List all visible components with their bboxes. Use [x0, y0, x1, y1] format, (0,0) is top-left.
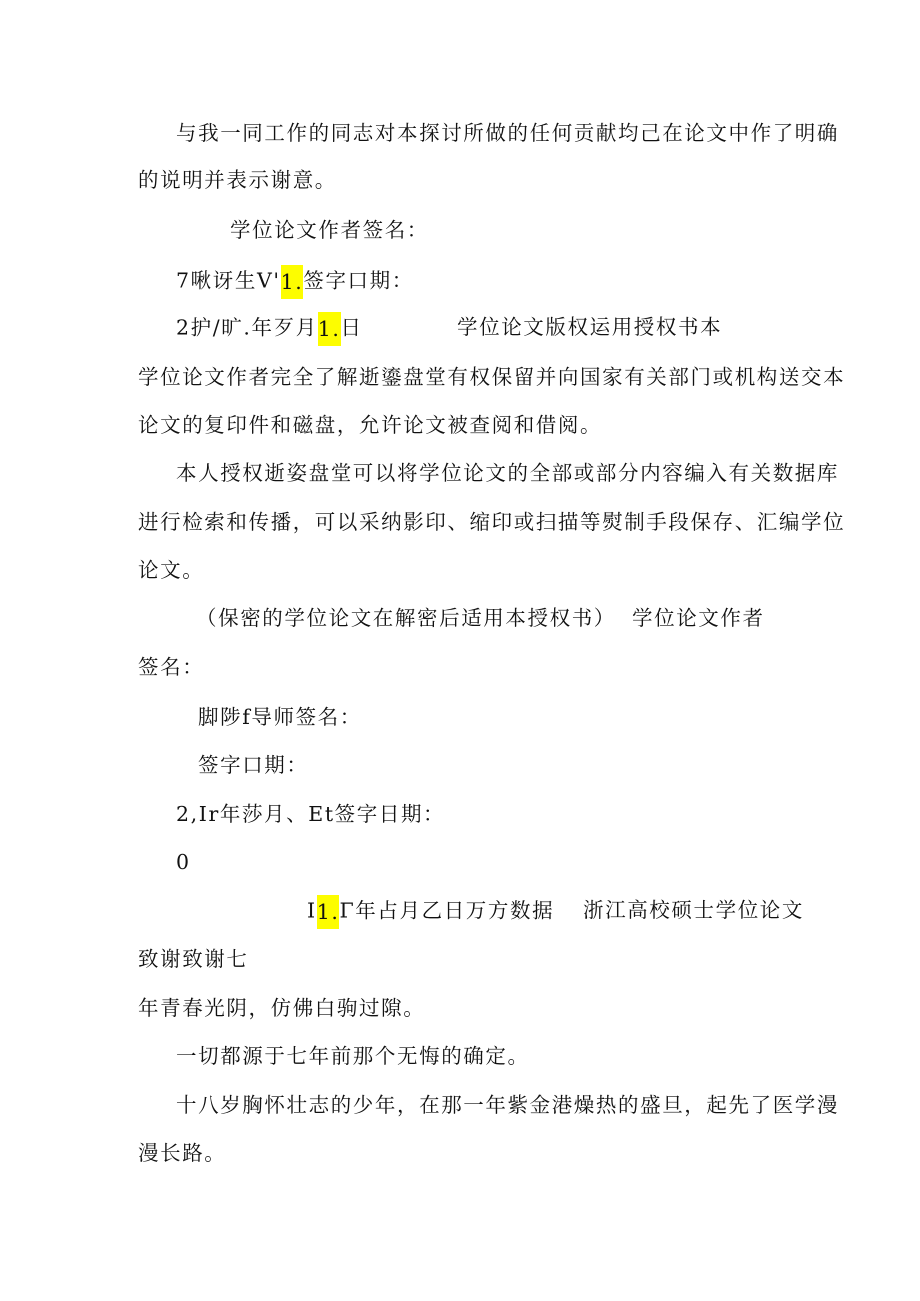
- thesis-header: 浙江高校硕士学位论文: [583, 898, 804, 922]
- paragraph-line: 与我一同工作的同志对本探讨所做的任何贡献均己在论文中作了明确: [176, 121, 839, 145]
- highlighted-text: 1.: [318, 312, 341, 346]
- sign-date-label: 签字口期：: [198, 753, 309, 777]
- paragraph-line: 本人授权逝姿盘堂可以将学位论文的全部或部分内容编入有关数据库: [176, 461, 839, 485]
- garbled-date: 2护/旷.年歹月: [176, 315, 318, 340]
- paragraph-line: 进行检索和传播，可以采纳影印、缩印或扫描等熨制手段保存、汇编学位: [138, 510, 846, 534]
- date-source-line: [307, 895, 554, 929]
- highlighted-text: 1.: [281, 265, 304, 299]
- highlighted-text: 1.: [317, 895, 340, 929]
- section-title: 学位论文版权运用授权书本: [457, 315, 723, 339]
- date-source-text: Γ年占月乙日万方数据: [339, 898, 555, 923]
- garbled-text: I: [307, 898, 317, 923]
- garbled-text: 7啾讶生V': [176, 268, 281, 293]
- paragraph-line: 论文。: [138, 558, 205, 582]
- day-label: 日: [340, 315, 363, 340]
- paragraph-line: 十八岁胸怀壮志的少年，在那一年紫金港燥热的盛旦，起先了医学漫: [176, 1093, 839, 1117]
- paragraph-line: 漫长路。: [138, 1141, 227, 1165]
- confidential-note: （保密的学位论文在解密后适用本授权书）: [196, 606, 616, 630]
- acknowledgement-heading: 致谢致谢七: [138, 947, 249, 971]
- paragraph-line: 一切都源于七年前那个无悔的确定。: [176, 1044, 530, 1068]
- date-line: 2,Ir年莎月、Et签字日期：: [176, 802, 446, 826]
- signature-label: 签名：: [138, 655, 205, 679]
- paragraph-line: 的说明并表示谢意。: [138, 168, 337, 192]
- paragraph-line: 年青春光阴，仿佛白驹过隙。: [138, 996, 426, 1020]
- date-line: [176, 312, 363, 346]
- stray-text: 0: [176, 850, 191, 874]
- author-signature-label: 学位论文作者签名：: [230, 218, 429, 242]
- author-label: 学位论文作者: [632, 606, 765, 630]
- advisor-signature-label: 脚陟f导师签名：: [198, 705, 362, 729]
- paragraph-line: 学位论文作者完全了解逝鎏盘堂有权保留并向国家有关部门或机构送交本: [138, 365, 846, 389]
- sign-date-label: 签字口期：: [303, 268, 414, 293]
- paragraph-line: 论文的复印件和磁盘，允许论文被查阅和借阅。: [138, 413, 603, 437]
- signature-date-line: [176, 265, 414, 299]
